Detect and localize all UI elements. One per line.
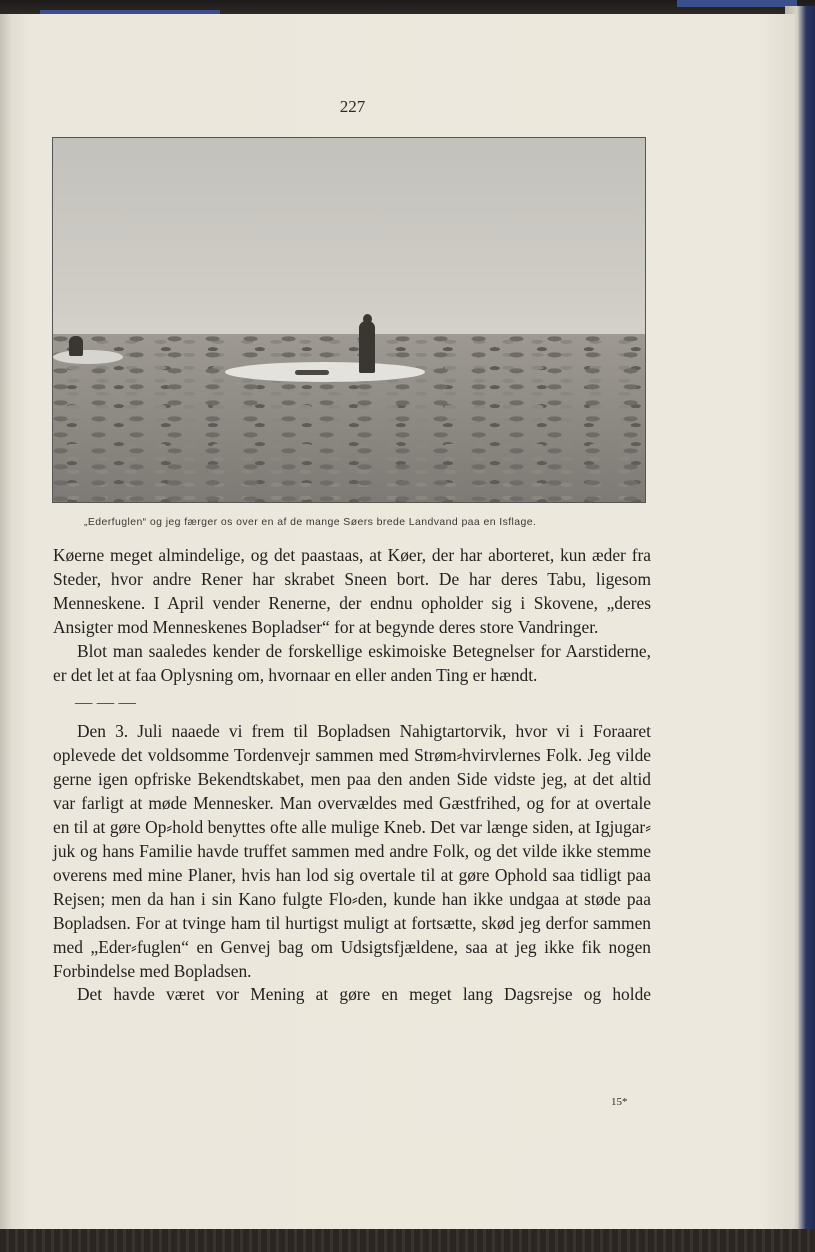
binding-blue-strip-right: [677, 0, 797, 7]
photo-person-standing: [359, 321, 375, 373]
paragraph-4: Det havde været vor Mening at gøre en meget lang Dagsrejse og holde: [77, 984, 651, 1005]
body-text: [53, 544, 651, 1007]
photo-person-sitting: [69, 336, 83, 356]
book-binding-bottom: [0, 1229, 815, 1252]
paragraph-1: Køerne meget almindelige, og det paastaas, at Køer, der har aborteret, kun æder fra Steder, hvor andre Rener har skrabet Sneen bort. De har deres Tabu, ligesom Menneskene. I April vender Renerne, der endnu opholder sig i Skovene, „deres Ansigter mod Menneskenes Bopladser“ for at begynde deres store Vandringer.: [53, 545, 651, 637]
section-separator: — — —: [75, 692, 136, 713]
figure-caption: „Ederfuglen“ og jeg færger os over en af de mange Søers brede Landvand paa en Isflage.: [84, 516, 537, 528]
photo-water-surface: [53, 334, 645, 502]
page-number: 227: [339, 97, 366, 116]
photo-small-floe: [53, 350, 123, 364]
paragraph-2: Blot man saaledes kender de forskellige eskimoiske Betegnelser for Aarstiderne, er det let at faa Oplysning om, hvornaar en eller anden Ting er hændt.: [53, 640, 651, 685]
photograph: [52, 137, 646, 503]
signature-mark: 15*: [611, 1096, 628, 1108]
photo-gear: [295, 370, 329, 375]
paragraph-3: Den 3. Juli naaede vi frem til Bopladsen Nahigtartorvik, hvor vi i Foraaret oplevede det voldsomme Tordenvejr sammen med Strøm⸗hvirvlernes Folk. Jeg vilde gerne igen opfriske Bekendtskabet, men paa den anden Side vidste jeg, at det altid var farligt at møde Mennesker. Man overvældes med Gæstfrihed, og for at overtale en til at gøre Op⸗hold benyttes ofte alle mulige Kneb. Det var længe siden, at Igjugar⸗juk og hans Familie havde truffet sammen med andre Folk, og det vilde ikke stemme overens med mine Planer, hvis han lod sig overtale til at gøre Ophold saa tidligt paa Rejsen; men da han i sin Kano fulgte Flo⸗den, kunde han ikke undgaa at støde paa Bopladsen. For at tvinge ham til hurtigst muligt at fortsætte, skød jeg derfor sammen med „Eder⸗fuglen“ en Genvej bag om Udsigtsfjældene, saa at jeg ikke fik nogen Forbindelse med Bopladsen.: [53, 721, 651, 981]
photo-sky: [53, 138, 645, 338]
